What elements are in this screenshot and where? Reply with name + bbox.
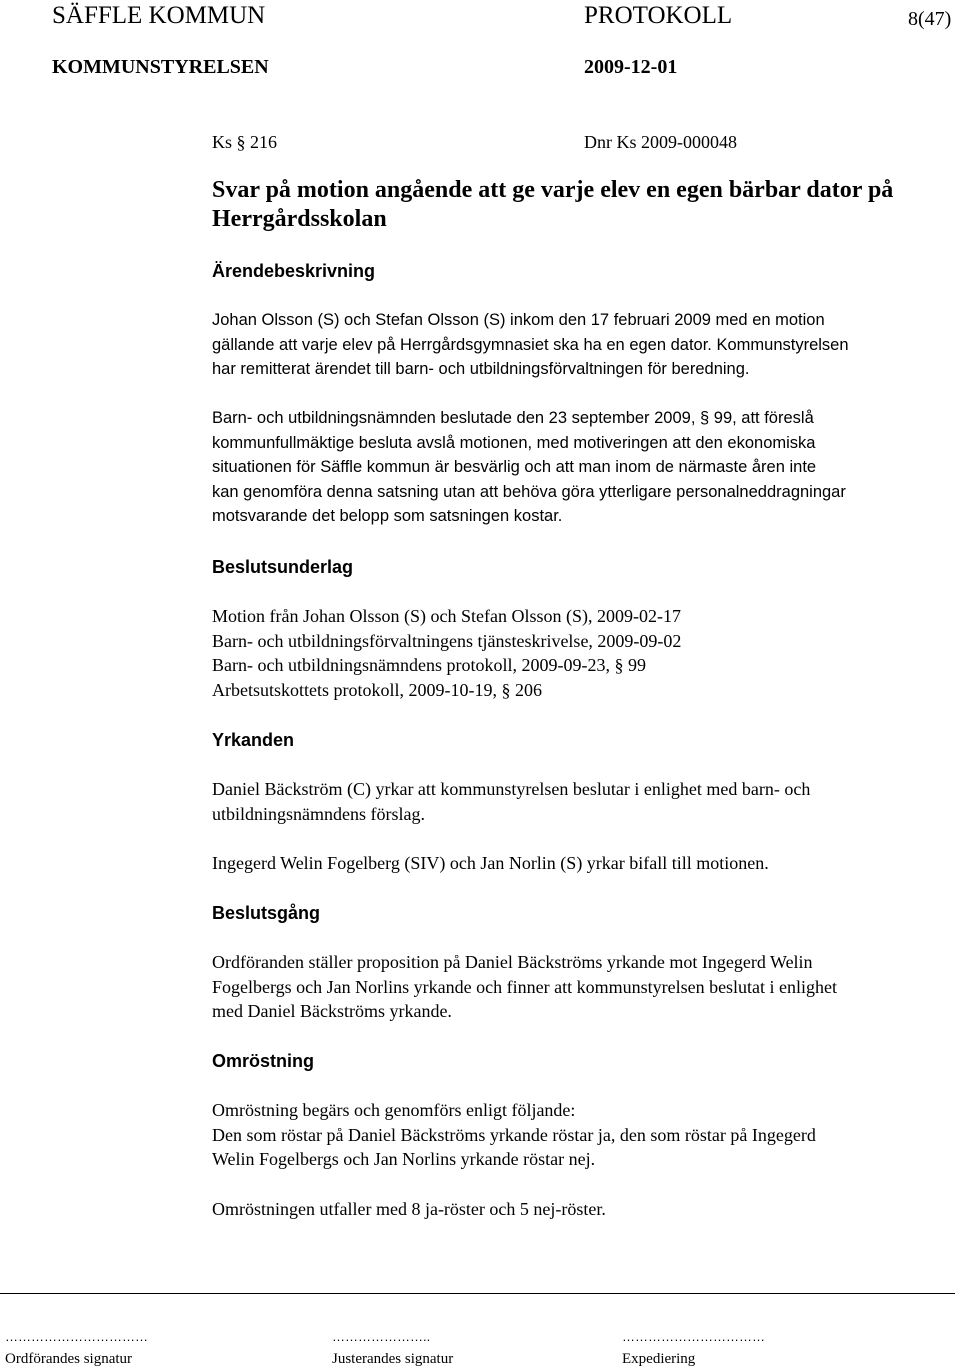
text-line: Omröstningen utfaller med 8 ja-röster och 5 nej-röster. [212,1199,606,1219]
omrostning-paragraph [212,1098,816,1172]
text-line: Fogelbergs och Jan Norlins yrkande och finner att kommunstyrelsen beslutat i enlighet [212,976,838,997]
page-number: 8(47) [908,8,952,30]
text-line: Ingegerd Welin Fogelberg (SIV) och Jan Norlin (S) yrkar bifall till motionen. [212,853,769,873]
meeting-date: 2009-12-01 [584,56,678,78]
board-name: KOMMUNSTYRELSEN [52,56,269,78]
section-heading-yrkanden: Yrkanden [212,730,295,750]
text-line: utbildningsnämndens förslag. [212,803,425,824]
document-reference: Barn- och utbildningsförvaltningens tjänsteskrivelse, 2009-09-02 [212,630,682,651]
document-reference: Arbetsutskottets protokoll, 2009-10-19, § 206 [212,679,542,700]
signature-label-dispatch: Expediering [622,1351,696,1367]
yrkanden-paragraph-1 [212,777,810,826]
text-line: situationen för Säffle kommun är besvärlig och att man inom de närmaste åren inte [212,458,817,476]
beslutsgang-paragraph [212,950,837,1024]
case-title-line: Svar på motion angående att ge varje elev en egen bärbar dator på [212,177,894,203]
text-line: Ordföranden ställer proposition på Daniel Bäckströms yrkande mot Ingegerd Welin [212,952,813,972]
text-line: gällande att varje elev på Herrgårdsgymnasiet ska ha en egen dator. Kommunstyrelsen [212,335,849,354]
text-line: Johan Olsson (S) och Stefan Olsson (S) inkom den 17 februari 2009 med en motion [212,311,825,329]
signature-line-adjuster: ………………….. [332,1329,431,1344]
arendebeskrivning-paragraph-1 [212,308,849,382]
case-title [212,176,893,234]
section-heading-beslutsgang: Beslutsgång [212,903,321,923]
document-reference: Motion från Johan Olsson (S) och Stefan Olsson (S), 2009-02-17 [212,606,681,626]
case-title-line: Herrgårdsskolan [212,206,387,232]
text-line: Omröstning begärs och genomförs enligt följande: [212,1100,576,1120]
text-line: Welin Fogelbergs och Jan Norlins yrkande röstar nej. [212,1149,596,1169]
text-line: motsvarande det belopp som satsningen kostar. [212,507,563,525]
text-line: Den som röstar på Daniel Bäckströms yrkande röstar ja, den som röstar på Ingegerd [212,1124,816,1145]
signature-line-chair: …………………………… [5,1329,148,1344]
municipality-name: SÄFFLE KOMMUN [52,2,266,29]
arendebeskrivning-paragraph-2 [212,406,846,529]
section-heading-arendebeskrivning: Ärendebeskrivning [212,261,376,281]
signature-label-adjuster: Justerandes signatur [332,1351,454,1367]
footer-divider [0,1293,955,1294]
section-heading-omrostning: Omröstning [212,1051,314,1071]
text-line: med Daniel Bäckströms yrkande. [212,1001,452,1021]
signature-line-dispatch: …………………………… [622,1329,765,1344]
document-type: PROTOKOLL [584,2,733,29]
case-diary-number: Dnr Ks 2009-000048 [584,132,737,152]
beslutsunderlag-list [212,604,681,702]
text-line: Barn- och utbildningsnämnden beslutade den 23 september 2009, § 99, att föreslå [212,409,814,427]
yrkanden-paragraph-2 [212,851,769,876]
signature-label-chair: Ordförandes signatur [5,1351,133,1367]
document-reference: Barn- och utbildningsnämndens protokoll, 2009-09-23, § 99 [212,655,646,675]
omrostning-result [212,1197,606,1222]
text-line: kan genomföra denna satsning utan att behöva göra ytterligare personalneddragningar [212,482,846,501]
section-heading-beslutsunderlag: Beslutsunderlag [212,557,354,577]
text-line: kommunfullmäktige besluta avslå motionen, med motiveringen att den ekonomiska [212,433,816,452]
case-paragraph-number: Ks § 216 [212,132,278,152]
text-line: har remitterat ärendet till barn- och utbildningsförvaltningen för beredning. [212,360,750,378]
text-line: Daniel Bäckström (C) yrkar att kommunstyrelsen beslutar i enlighet med barn- och [212,779,811,799]
